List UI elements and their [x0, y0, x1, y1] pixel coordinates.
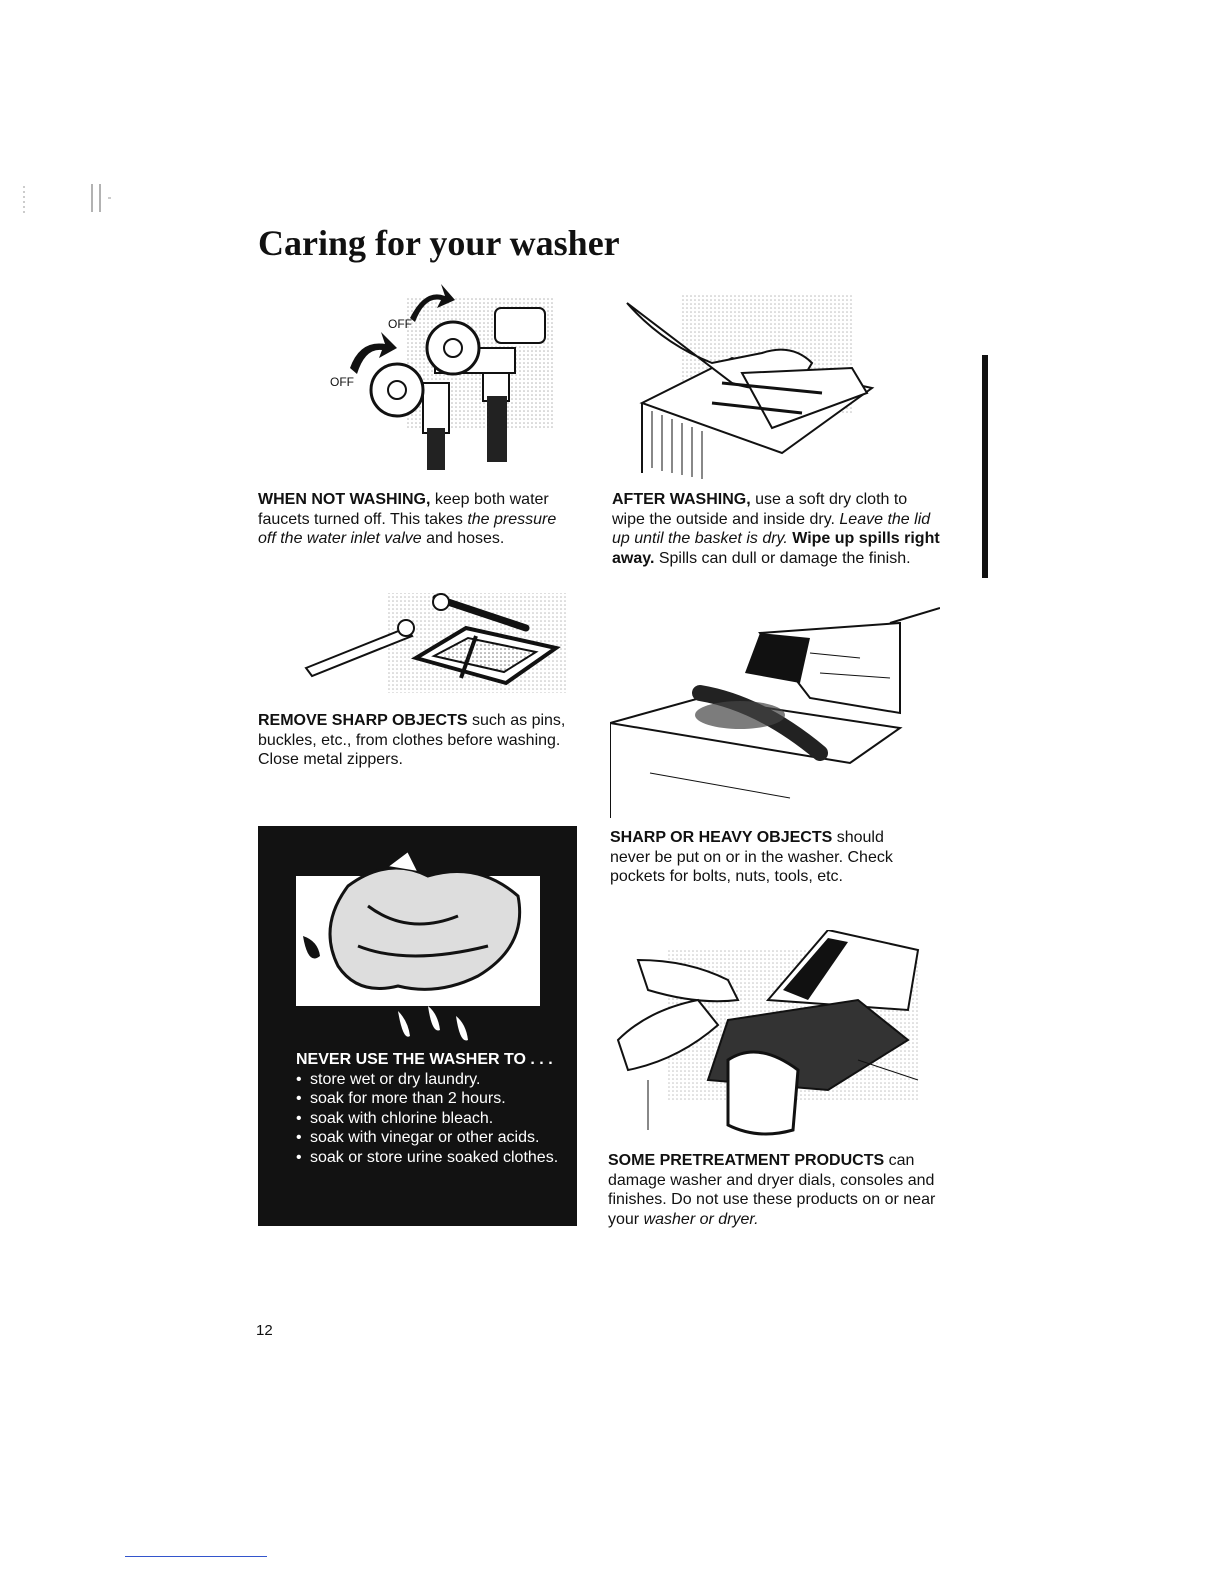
list-item: • soak for more than 2 hours.: [296, 1089, 560, 1109]
faucets-illustration: [315, 278, 565, 473]
footer-rule: [125, 1556, 267, 1557]
sharp-objects-illustration: [296, 588, 576, 698]
pretreatment-paragraph: SOME PRETREATMENT PRODUCTS can damage washer and dryer dials, consoles and finishes. Do not use these products on or near your washer or dryer.: [608, 1152, 936, 1228]
after-washing-lead: AFTER WASHING,: [612, 491, 751, 508]
page-title: Caring for your washer: [258, 223, 620, 263]
never-use-heading: NEVER USE THE WASHER TO . . .: [296, 1051, 553, 1068]
after-washing-paragraph: AFTER WASHING, use a soft dry cloth to wipe the outside and inside dry. Leave the lid up until the basket is dry. Wipe up spills right away. Spills can dull or damage the finish.: [612, 491, 940, 567]
faucets-paragraph: WHEN NOT WASHING, keep both water faucets turned off. This takes the pressure off the water inlet valve and hoses.: [258, 491, 557, 547]
heavy-objects-lead: SHARP OR HEAVY OBJECTS: [610, 829, 833, 846]
page-number: 12: [256, 1322, 273, 1339]
sharp-objects-lead: REMOVE SHARP OBJECTS: [258, 712, 468, 729]
list-item: • soak with vinegar or other acids.: [296, 1128, 550, 1148]
list-item: • soak with chlorine bleach.: [296, 1109, 560, 1129]
heavy-objects-illustration: [610, 603, 940, 818]
laundry-illustration: [258, 846, 577, 1066]
faucets-lead: WHEN NOT WASHING,: [258, 491, 431, 508]
heavy-objects-paragraph: SHARP OR HEAVY OBJECTS should never be put on or in the washer. Check pockets for bolts, nuts, tools, etc.: [610, 829, 893, 885]
list-item: • soak or store urine soaked clothes.: [296, 1148, 560, 1168]
off-label-lower: OFF: [330, 375, 354, 389]
list-item: • store wet or dry laundry.: [296, 1070, 560, 1090]
never-use-list: [296, 1050, 560, 1167]
pretreatment-illustration: [608, 930, 928, 1140]
pretreatment-lead: SOME PRETREATMENT PRODUCTS: [608, 1152, 885, 1169]
wiping-illustration: [622, 283, 882, 483]
sharp-objects-paragraph: REMOVE SHARP OBJECTS such as pins, buckles, etc., from clothes before washing. Close metal zippers.: [258, 712, 566, 768]
off-label-upper: OFF: [388, 317, 412, 331]
scan-marks: [20, 184, 130, 224]
margin-bar: [982, 355, 988, 578]
